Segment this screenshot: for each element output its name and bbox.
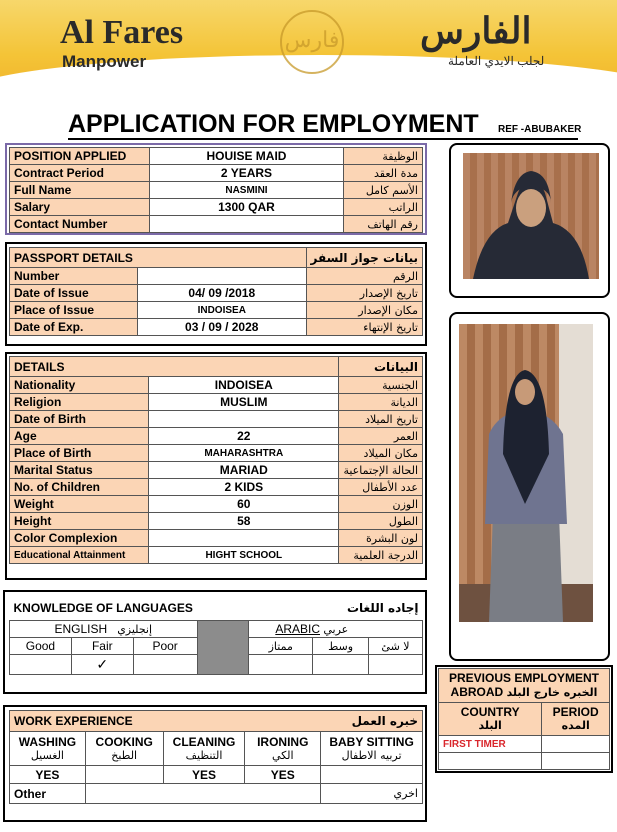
language-divider xyxy=(197,621,249,675)
details-row xyxy=(10,513,423,530)
skill-header xyxy=(85,732,163,766)
skill-name: BABY SITTING xyxy=(329,734,414,749)
full-body-photo xyxy=(459,324,593,622)
passport-label-ar: تاريخ الإصدار xyxy=(306,285,422,302)
details-value: INDOISEA xyxy=(149,377,339,394)
details-row xyxy=(10,530,423,547)
details-label: Marital Status xyxy=(10,462,149,479)
passport-heading: PASSPORT DETAILS xyxy=(10,248,307,268)
position-label: Contact Number xyxy=(10,216,150,233)
passport-value xyxy=(138,268,307,285)
details-label: No. of Children xyxy=(10,479,149,496)
arabic-poor-mark xyxy=(369,655,423,675)
previous-employment-table xyxy=(438,668,610,770)
page-title: APPLICATION FOR EMPLOYMENT xyxy=(68,110,479,138)
passport-table xyxy=(9,247,423,336)
details-row xyxy=(10,547,423,564)
passport-heading-ar: بيانات جواز السفر xyxy=(306,248,422,268)
arabic-label-ar: عربي xyxy=(323,623,349,636)
skill-name-ar: التنظيف xyxy=(185,748,223,762)
details-heading: DETAILS xyxy=(10,357,339,377)
arabic-good: ممتاز xyxy=(249,638,313,655)
position-label-ar: الأسم كامل xyxy=(344,182,423,199)
position-label: Salary xyxy=(10,199,150,216)
details-label: Weight xyxy=(10,496,149,513)
details-value: MUSLIM xyxy=(149,394,339,411)
passport-row xyxy=(10,319,423,336)
position-label-ar: الوظيفة xyxy=(344,148,423,165)
details-label: Place of Birth xyxy=(10,445,149,462)
english-good-mark xyxy=(10,655,72,675)
position-row xyxy=(10,165,423,182)
english-label-ar: إنجليزي xyxy=(117,623,153,636)
col-period: PERIOD xyxy=(552,705,599,719)
english-good: Good xyxy=(10,638,72,655)
details-label-ar: مكان الميلاد xyxy=(339,445,423,462)
skill-header xyxy=(245,732,321,766)
passport-label-ar: مكان الإصدار xyxy=(306,302,422,319)
languages-heading-ar: إجاده اللغات xyxy=(346,601,419,615)
skill-name: WASHING xyxy=(18,734,77,749)
position-label: Full Name xyxy=(10,182,150,199)
details-value xyxy=(149,530,339,547)
details-value xyxy=(149,411,339,428)
brand-sub-ar: لجلب الايدي العاملة xyxy=(448,54,545,68)
details-value: MAHARASHTRA xyxy=(149,445,339,462)
languages-table xyxy=(9,596,423,675)
arabic-label: ARABIC xyxy=(275,622,320,636)
skill-name-ar: تربيه الاطفال xyxy=(341,748,402,762)
skill-value: YES xyxy=(245,766,321,784)
english-poor: Poor xyxy=(133,638,197,655)
position-value xyxy=(149,216,343,233)
details-label: Color Complexion xyxy=(10,530,149,547)
skill-value xyxy=(321,766,423,784)
col-country: COUNTRY xyxy=(460,705,520,719)
reference: REF -ABUBAKER xyxy=(498,124,582,135)
passport-label: Date of Exp. xyxy=(10,319,138,336)
passport-value: 04/ 09 /2018 xyxy=(138,285,307,302)
position-value: NASMINI xyxy=(149,182,343,199)
details-row xyxy=(10,445,423,462)
previous-country-1: FIRST TIMER xyxy=(439,736,542,753)
details-row xyxy=(10,496,423,513)
other-label: Other xyxy=(10,784,86,804)
details-label: Educational Attainment xyxy=(10,547,149,564)
details-row xyxy=(10,462,423,479)
english-label: ENGLISH xyxy=(54,622,108,636)
experience-heading-ar: خبره العمل xyxy=(351,714,418,728)
details-heading-ar: البيانات xyxy=(339,357,423,377)
position-row xyxy=(10,216,423,233)
passport-label: Number xyxy=(10,268,138,285)
experience-table xyxy=(9,710,423,804)
skill-value: YES xyxy=(10,766,86,784)
previous-heading-ar: الخبره خارج البلد xyxy=(506,686,598,699)
english-fair: Fair xyxy=(71,638,133,655)
position-label-ar: رقم الهاتف xyxy=(344,216,423,233)
experience-heading: WORK EXPERIENCE xyxy=(14,714,133,728)
brand-sub-en: Manpower xyxy=(62,52,147,71)
brand-logo-icon: فارس xyxy=(280,10,344,74)
brand-name-ar: الفارس xyxy=(420,10,532,52)
details-row xyxy=(10,394,423,411)
passport-value: 03 / 09 / 2028 xyxy=(138,319,307,336)
skill-header xyxy=(163,732,245,766)
details-label: Nationality xyxy=(10,377,149,394)
passport-label: Date of Issue xyxy=(10,285,138,302)
details-value: HIGHT SCHOOL xyxy=(149,547,339,564)
details-label: Date of Birth xyxy=(10,411,149,428)
position-row xyxy=(10,182,423,199)
details-value: 2 KIDS xyxy=(149,479,339,496)
position-value: 1300 QAR xyxy=(149,199,343,216)
arabic-poor: لا شئ xyxy=(369,638,423,655)
details-table xyxy=(9,356,423,564)
english-poor-mark xyxy=(133,655,197,675)
skill-name: COOKING xyxy=(95,734,153,749)
details-label-ar: الوزن xyxy=(339,496,423,513)
languages-heading: KNOWLEDGE OF LANGUAGES xyxy=(13,601,193,615)
other-label-ar: اخري xyxy=(321,784,423,804)
details-value: MARIAD xyxy=(149,462,339,479)
skill-value xyxy=(85,766,163,784)
title-underline xyxy=(68,138,578,140)
skill-name-ar: الغسيل xyxy=(30,748,64,762)
details-row xyxy=(10,479,423,496)
details-label-ar: الجنسية xyxy=(339,377,423,394)
skill-name-ar: الكي xyxy=(271,748,294,762)
passport-value: INDOISEA xyxy=(138,302,307,319)
arabic-fair-mark xyxy=(313,655,369,675)
position-value: 2 YEARS xyxy=(149,165,343,182)
passport-label-ar: تاريخ الإنتهاء xyxy=(306,319,422,336)
details-label-ar: الحالة الإجتماعية xyxy=(339,462,423,479)
position-row xyxy=(10,148,423,165)
details-row xyxy=(10,428,423,445)
position-table xyxy=(9,147,423,233)
position-label-ar: مدة العقد xyxy=(344,165,423,182)
details-label-ar: الديانة xyxy=(339,394,423,411)
position-label: POSITION APPLIED xyxy=(10,148,150,165)
arabic-fair: وسط xyxy=(313,638,369,655)
arabic-good-mark xyxy=(249,655,313,675)
brand-name-en: Al Fares xyxy=(60,14,184,51)
passport-row xyxy=(10,268,423,285)
details-label-ar: الدرجة العلمية xyxy=(339,547,423,564)
details-label: Height xyxy=(10,513,149,530)
details-label: Age xyxy=(10,428,149,445)
details-row xyxy=(10,377,423,394)
details-value: 60 xyxy=(149,496,339,513)
details-label-ar: تاريخ الميلاد xyxy=(339,411,423,428)
skill-name: IRONING xyxy=(257,734,309,749)
passport-label-ar: الرقم xyxy=(306,268,422,285)
skill-name-ar: الطبخ xyxy=(111,748,138,762)
details-label-ar: عدد الأطفال xyxy=(339,479,423,496)
position-label: Contract Period xyxy=(10,165,150,182)
details-label: Religion xyxy=(10,394,149,411)
passport-row xyxy=(10,302,423,319)
passport-row xyxy=(10,285,423,302)
details-label-ar: العمر xyxy=(339,428,423,445)
col-period-ar: المده xyxy=(561,719,590,732)
position-label-ar: الراتب xyxy=(344,199,423,216)
position-row xyxy=(10,199,423,216)
previous-heading: PREVIOUS EMPLOYMENT ABROAD xyxy=(448,671,600,699)
details-label-ar: الطول xyxy=(339,513,423,530)
position-value: HOUISE MAID xyxy=(149,148,343,165)
skill-value: YES xyxy=(163,766,245,784)
details-value: 58 xyxy=(149,513,339,530)
skill-name: CLEANING xyxy=(172,734,236,749)
skill-header xyxy=(321,732,423,766)
english-fair-check-icon: ✓ xyxy=(71,655,133,675)
passport-label: Place of Issue xyxy=(10,302,138,319)
portrait-photo-frame xyxy=(449,143,610,298)
full-body-photo-frame xyxy=(449,312,610,661)
col-country-ar: البلد xyxy=(478,719,502,732)
details-label-ar: لون البشرة xyxy=(339,530,423,547)
skill-header xyxy=(10,732,86,766)
details-value: 22 xyxy=(149,428,339,445)
details-row xyxy=(10,411,423,428)
portrait-photo xyxy=(463,153,599,279)
